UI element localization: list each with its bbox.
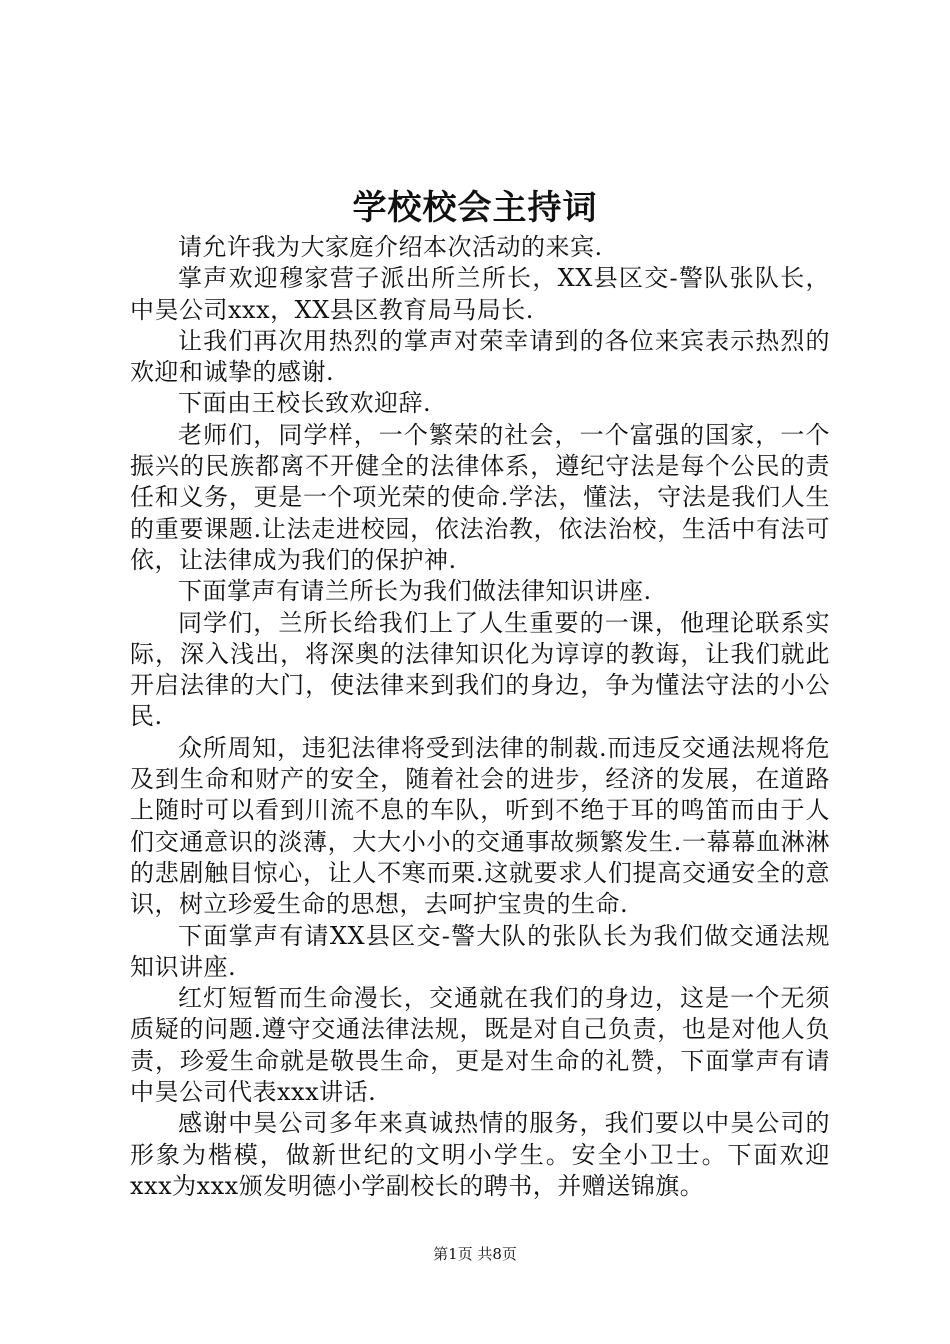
paragraph: 红灯短暂而生命漫长，交通就在我们的身边，这是一个无须质疑的问题.遵守交通法律法规，既是对自己负责，也是对他人负责，珍爱生命就是敬畏生命，更是对生命的礼赞，下面掌声有请中昊公司代表xxx讲话. (130, 984, 830, 1107)
paragraph: 掌声欢迎穆家营子派出所兰所长，XX县区交-警队张队长，中昊公司xxx，XX县区教育局马局长. (130, 264, 830, 324)
paragraph: 众所周知，违犯法律将受到法律的制裁.而违反交通法规将危及到生命和财产的安全，随着社会的进步，经济的发展，在道路上随时可以看到川流不息的车队，听到不绝于耳的鸣笛而由于人们交通意识的淡薄，大大小小的交通事故频繁发生.一幕幕血淋淋的悲剧触目惊心，让人不寒而栗.这就要求人们提高交通安全的意识，树立珍爱生命的思想，去呵护宝贵的生命. (130, 733, 830, 919)
paragraph: 老师们，同学样，一个繁荣的社会，一个富强的国家，一个振兴的民族都离不开健全的法律体系，遵纪守法是每个公民的责任和义务，更是一个项光荣的使命.学法，懂法，守法是我们人生的重要课题.让法走进校园，依法治教，依法治校，生活中有法可依，让法律成为我们的保护神. (130, 420, 830, 574)
paragraph: 下面由王校长致欢迎辞. (178, 389, 432, 418)
paragraph: 请允许我为大家庭介绍本次活动的来宾. (178, 233, 603, 261)
page-number-footer: 第1页 共8页 (433, 1245, 517, 1263)
paragraph: 同学们，兰所长给我们上了人生重要的一课，他理论联系实际，深入浅出，将深奥的法律知识化为谆谆的教诲，让我们就此开启法律的大门，使法律来到我们的身边，争为懂法守法的小公民. (130, 608, 830, 731)
document-body (130, 232, 830, 1202)
paragraph: 下面掌声有请兰所长为我们做法律知识讲座. (178, 577, 652, 606)
paragraph: 感谢中昊公司多年来真诚热情的服务，我们要以中昊公司的形象为楷模，做新世纪的文明小学生。安全小卫士。下面欢迎xxx为xxx颁发明德小学副校长的聘书，并赠送锦旗。 (130, 1109, 830, 1200)
document-title: 学校校会主持词 (352, 188, 598, 228)
paragraph: 下面掌声有请XX县区交-警大队的张队长为我们做交通法规知识讲座. (130, 921, 830, 981)
paragraph: 让我们再次用热烈的掌声对荣幸请到的各位来宾表示热烈的欢迎和诚挚的感谢. (130, 326, 830, 387)
